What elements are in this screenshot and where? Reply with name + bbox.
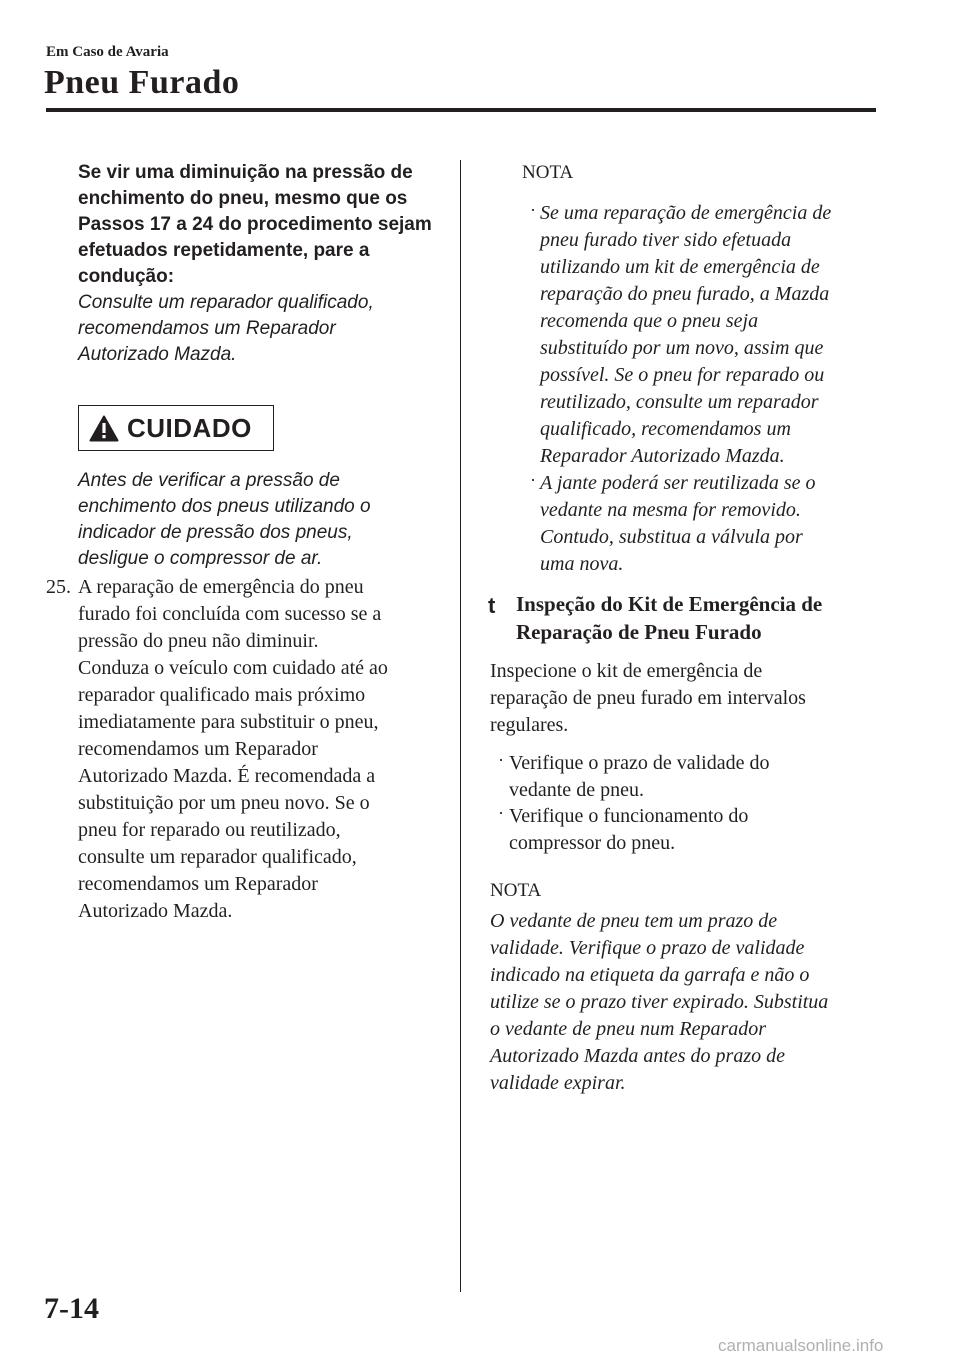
bullet-dot-icon: · (530, 200, 536, 220)
bullet-dot-icon: · (498, 803, 504, 823)
caution-line: enchimento dos pneus utilizando o (78, 496, 371, 517)
nota-bullet (540, 470, 816, 578)
nota-text (490, 908, 828, 1097)
bullet-dot-icon: · (530, 470, 536, 490)
section-label: Em Caso de Avaria (46, 44, 169, 60)
step-line: consulte um reparador qualificado, (78, 846, 357, 868)
warning-line: recomendamos um Reparador (78, 318, 336, 339)
nota-line: recomenda que o pneu seja (540, 310, 759, 332)
check-line: compressor do pneu. (509, 832, 676, 854)
warning-line: condução: (78, 266, 175, 287)
warning-line: Autorizado Mazda. (78, 344, 237, 365)
step-line: substituição por um pneu novo. Se o (78, 792, 370, 814)
intro-line: Inspecione o kit de emergência de (490, 660, 763, 682)
caution-box (78, 405, 274, 451)
nota-line: Se uma reparação de emergência de (540, 202, 832, 224)
caution-label: CUIDADO (127, 412, 252, 443)
intro-line: regulares. (490, 714, 569, 736)
nota-line: A jante poderá ser reutilizada se o (540, 472, 816, 494)
nota-line: pneu furado tiver sido efetuada (540, 229, 792, 251)
nota-line: Autorizado Mazda antes do prazo de (490, 1045, 785, 1067)
nota-line: uma nova. (540, 553, 624, 575)
check-line: Verifique o prazo de validade do (509, 752, 770, 774)
nota-line: validade expirar. (490, 1072, 626, 1094)
column-divider (460, 160, 461, 1292)
nota-line: utilize se o prazo tiver expirado. Substitua (490, 991, 829, 1013)
warning-triangle-icon (89, 415, 119, 442)
step-line: reparador qualificado mais próximo (78, 684, 366, 706)
nota-line: O vedante de pneu tem um prazo de (490, 910, 778, 932)
bullet-dot-icon: · (498, 750, 504, 770)
caution-line: indicador de pressão dos pneus, (78, 522, 353, 543)
nota-line: vedante na mesma for removido. (540, 499, 801, 521)
nota-label: NOTA (522, 162, 574, 183)
warning-line: Passos 17 a 24 do procedimento sejam (78, 214, 432, 235)
caution-line: Antes de verificar a pressão de (78, 470, 340, 491)
nota-line: Contudo, substitua a válvula por (540, 526, 803, 548)
nota-line: Reparador Autorizado Mazda. (540, 445, 785, 467)
check-item (509, 803, 748, 857)
warning-line: Consulte um reparador qualificado, (78, 292, 374, 313)
check-line: vedante de pneu. (509, 779, 644, 801)
nota-line: reparação do pneu furado, a Mazda (540, 283, 830, 305)
nota-line: indicado na etiqueta da garrafa e não o (490, 964, 810, 986)
header-rule (46, 108, 876, 112)
step-line: pressão do pneu não diminuir. (78, 630, 319, 652)
check-item (509, 750, 769, 804)
step-line: furado foi concluída com sucesso se a (78, 603, 382, 625)
heading-line: Inspeção do Kit de Emergência de (516, 592, 823, 616)
caution-line: desligue o compressor de ar. (78, 548, 323, 569)
caution-text (78, 468, 371, 572)
step-line: recomendamos um Reparador (78, 873, 318, 895)
heading-line: Reparação de Pneu Furado (516, 620, 762, 644)
nota-label: NOTA (490, 880, 542, 901)
page-number: 7-14 (44, 1292, 99, 1325)
nota-line: validade. Verifique o prazo de validade (490, 937, 805, 959)
watermark: carmanualsonline.info (718, 1336, 884, 1355)
step-line: pneu for reparado ou reutilizado, (78, 819, 341, 841)
heading-marker-icon: t (488, 593, 496, 618)
step-line: Autorizado Mazda. (78, 900, 233, 922)
nota-line: qualificado, recomendamos um (540, 418, 791, 440)
section-heading (516, 590, 822, 646)
step-line: Conduza o veículo com cuidado até ao (78, 657, 388, 679)
step-line: Autorizado Mazda. É recomendada a (78, 765, 376, 787)
intro-text (490, 658, 806, 739)
step-line: imediatamente para substituir o pneu, (78, 711, 379, 733)
nota-bullet (540, 200, 831, 470)
intro-line: reparação de pneu furado em intervalos (490, 687, 806, 709)
nota-line: reutilizado, consulte um reparador (540, 391, 819, 413)
step-text (78, 574, 388, 925)
nota-line: utilizando um kit de emergência de (540, 256, 820, 278)
step-line: A reparação de emergência do pneu (78, 576, 364, 598)
warning-line: efetuados repetidamente, pare a (78, 240, 370, 261)
warning-block (78, 160, 432, 368)
nota-line: substituído por um novo, assim que (540, 337, 824, 359)
page-title: Pneu Furado (44, 64, 240, 101)
warning-line: Se vir uma diminuição na pressão de (78, 162, 413, 183)
check-line: Verifique o funcionamento do (509, 805, 749, 827)
nota-line: o vedante de pneu num Reparador (490, 1018, 767, 1040)
step-number: 25. (46, 576, 71, 598)
warning-line: enchimento do pneu, mesmo que os (78, 188, 408, 209)
nota-line: possível. Se o pneu for reparado ou (540, 364, 825, 386)
step-line: recomendamos um Reparador (78, 738, 318, 760)
